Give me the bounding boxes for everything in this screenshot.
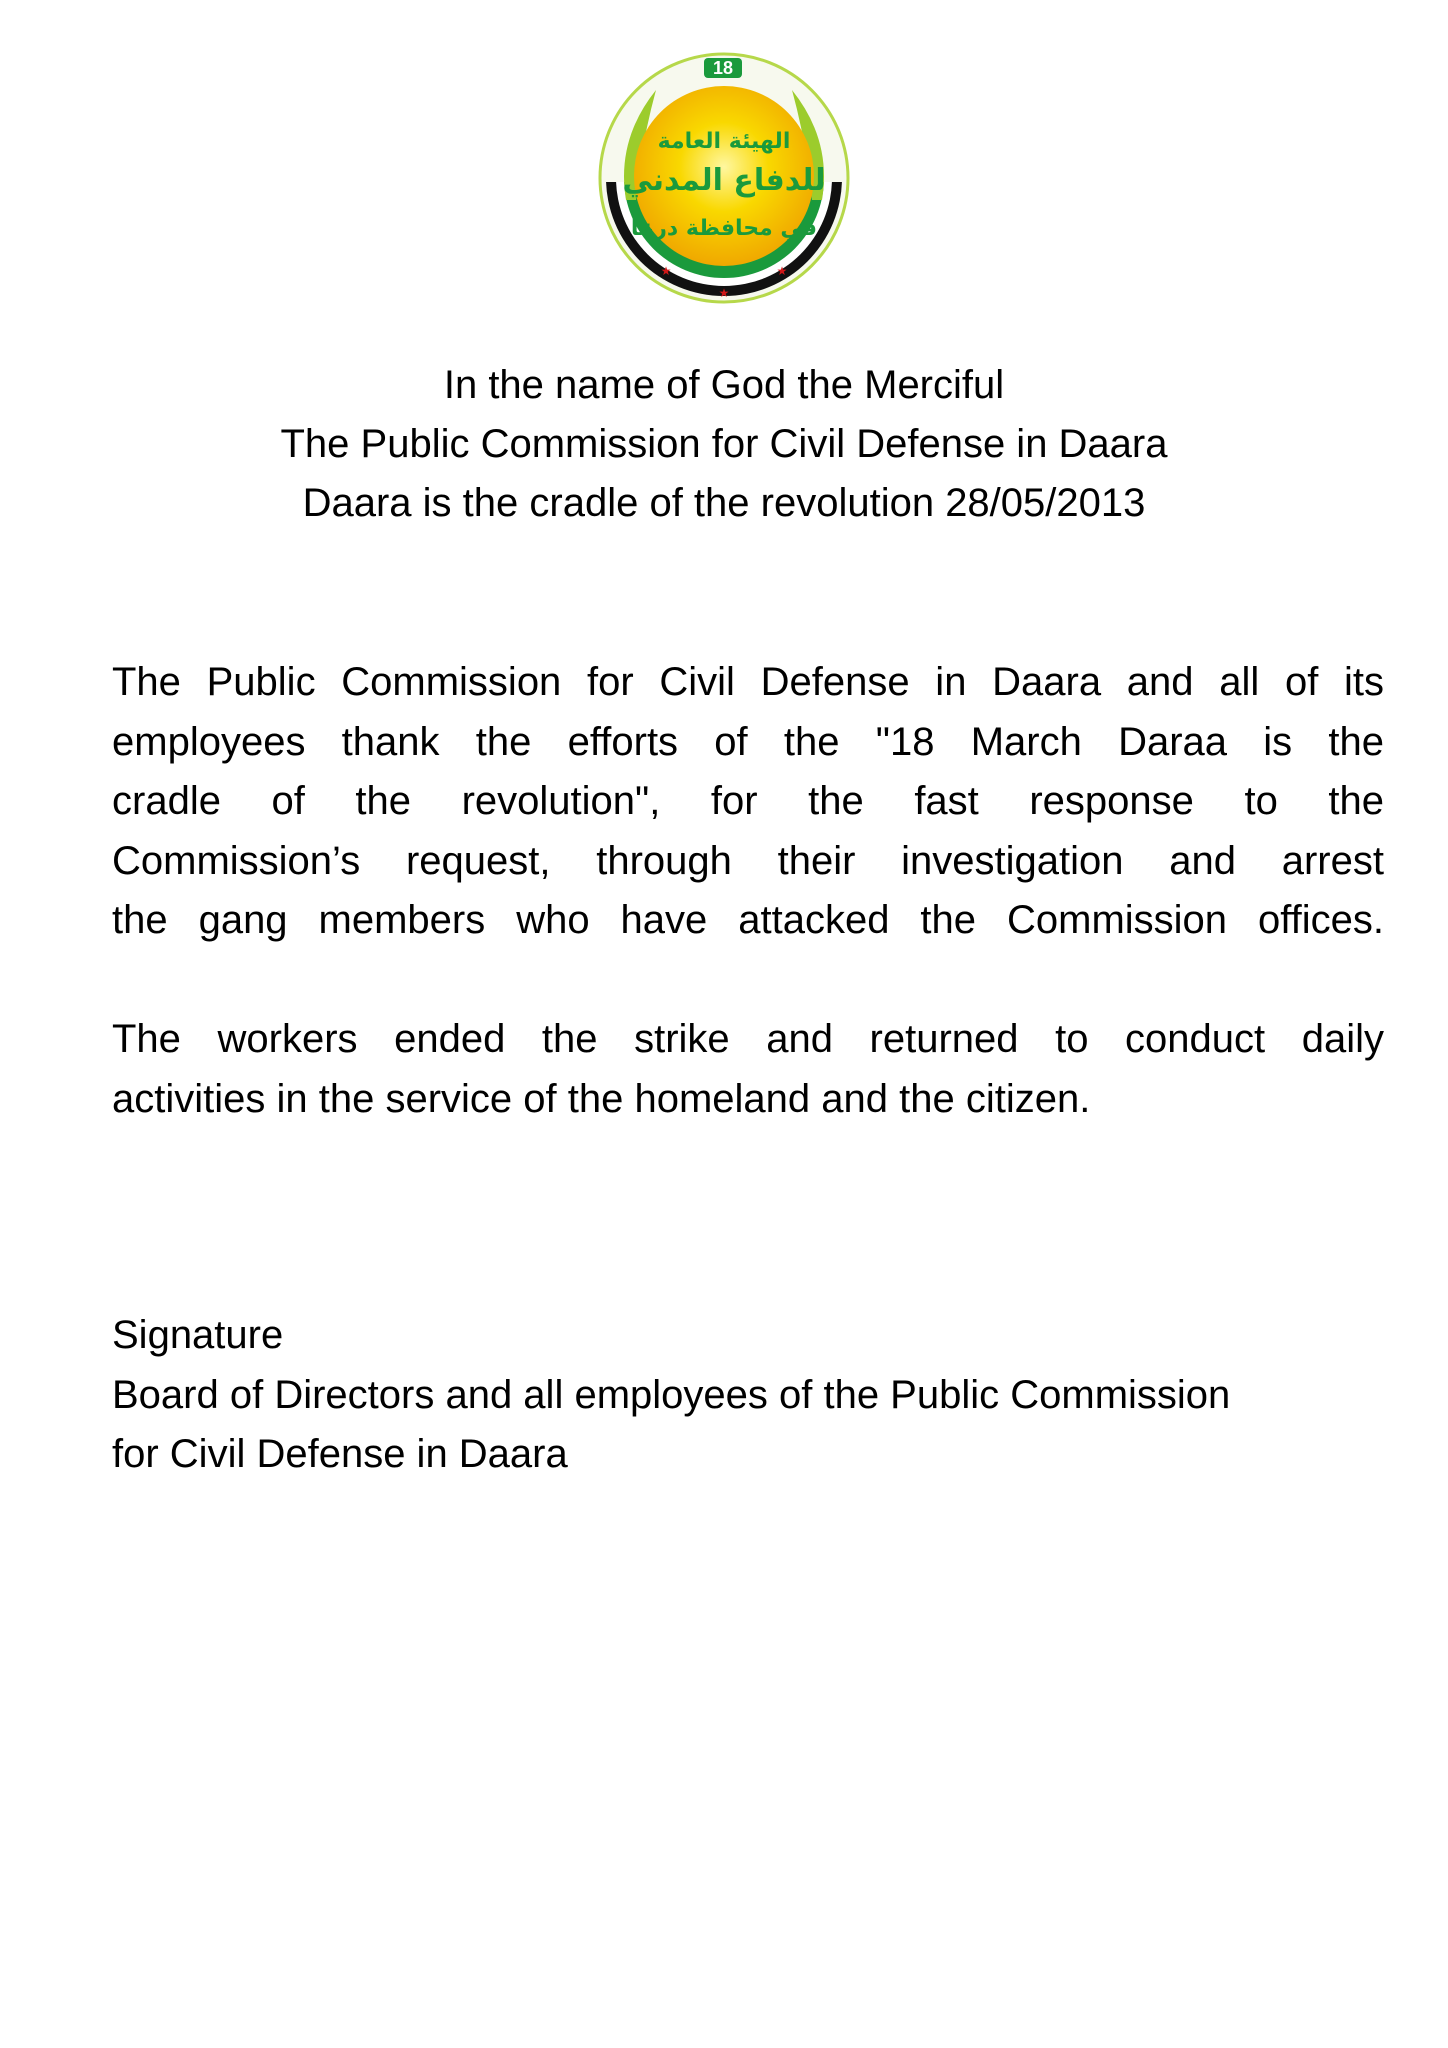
signature-line: for Civil Defense in Daara xyxy=(112,1432,568,1476)
svg-text:★: ★ xyxy=(660,264,672,278)
svg-text:★: ★ xyxy=(718,286,730,300)
svg-text:الهيئة العامة: الهيئة العامة xyxy=(657,129,791,154)
heading-line: The Public Commission for Civil Defense in Daara xyxy=(280,422,1168,466)
paragraph-line: employees thank the efforts of the "18 March Daraa is the xyxy=(112,719,1384,764)
paragraph-line: Commission’s request, through their investigation and arrest xyxy=(112,838,1384,883)
svg-text:للدفاع المدني: للدفاع المدني xyxy=(622,163,826,198)
civil-defense-logo xyxy=(596,50,852,306)
signature-label: Signature xyxy=(112,1313,284,1357)
paragraph-thanks xyxy=(112,653,1384,951)
svg-text:في محافظة درعا: في محافظة درعا xyxy=(630,216,818,241)
svg-text:★: ★ xyxy=(776,264,788,278)
paragraph-line: The workers ended the strike and returned to conduct daily xyxy=(112,1017,1384,1061)
paragraph-line: the gang members who have attacked the Commission offices. xyxy=(112,898,1384,942)
document-heading xyxy=(0,356,1448,533)
signature-block xyxy=(112,1306,1384,1485)
paragraph-line: The Public Commission for Civil Defense in Daara and all of its xyxy=(112,660,1384,704)
heading-line: In the name of God the Merciful xyxy=(443,363,1005,407)
paragraph-line: activities in the service of the homeland and the citizen. xyxy=(112,1076,1091,1121)
paragraph-line: cradle of the revolution", for the fast response to the xyxy=(112,779,1384,823)
heading-line: Daara is the cradle of the revolution 28/05/2013 xyxy=(302,481,1146,525)
signature-line: Board of Directors and all employees of the Public Commission xyxy=(112,1372,1231,1417)
svg-text:18: 18 xyxy=(712,58,734,78)
paragraph-strike-ended xyxy=(112,1010,1384,1129)
